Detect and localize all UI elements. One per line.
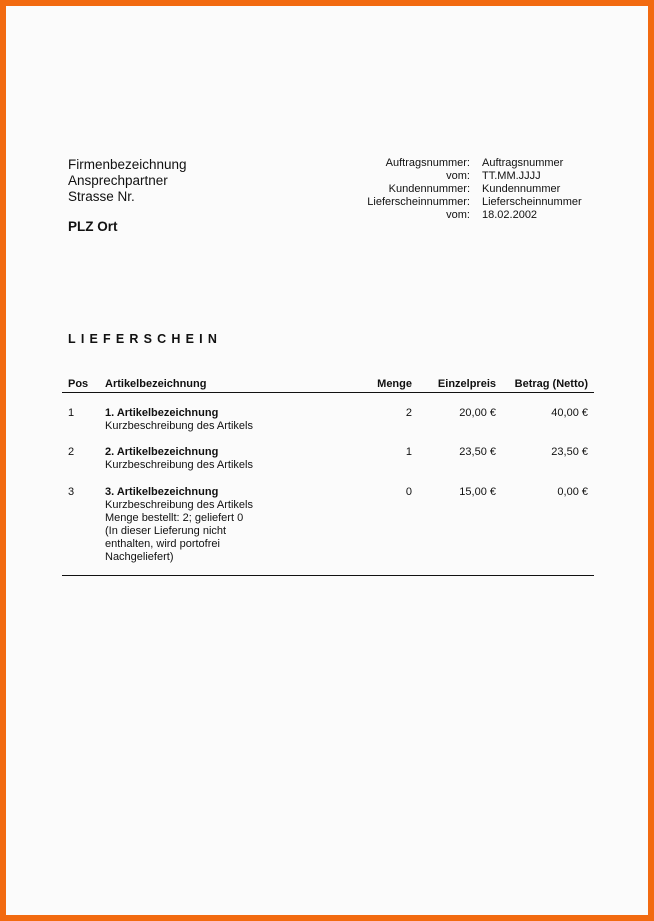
table-bottom-rule (62, 575, 594, 576)
header-quantity: Menge (377, 378, 412, 390)
item-detail: Kurzbeschreibung des Artikels (105, 499, 253, 511)
street-address: Strasse Nr. (68, 189, 135, 204)
header-amount: Betrag (Netto) (514, 378, 588, 390)
meta-label: vom: (446, 170, 470, 182)
row-pos: 1 (68, 407, 75, 419)
row-amount: 40,00 € (551, 407, 588, 419)
item-name: 3. Artikelbezeichnung (105, 486, 219, 498)
meta-label: Lieferscheinnummer: (367, 196, 470, 208)
header-pos: Pos (68, 378, 89, 390)
row-description (105, 446, 253, 472)
meta-value: Auftragsnummer (482, 157, 564, 169)
item-detail: Menge bestellt: 2; geliefert 0 (105, 512, 244, 524)
row-quantity: 2 (405, 407, 412, 419)
meta-row-order-date (306, 170, 582, 183)
item-detail: enthalten, wird portofrei (105, 538, 220, 550)
row-quantity: 0 (405, 486, 412, 498)
row-unit-price: 15,00 € (459, 486, 496, 498)
table-row (62, 446, 594, 486)
row-amount: 0,00 € (557, 486, 588, 498)
item-detail: Nachgeliefert) (105, 551, 174, 563)
item-name: 2. Artikelbezeichnung (105, 446, 219, 458)
order-meta-block (306, 157, 582, 222)
company-name: Firmenbezeichnung (68, 157, 187, 172)
items-table (62, 378, 594, 576)
document-page (6, 6, 648, 915)
meta-label: Auftragsnummer: (385, 157, 470, 169)
contact-person: Ansprechpartner (68, 173, 168, 188)
row-quantity: 1 (405, 446, 412, 458)
sender-address-block (68, 157, 187, 235)
item-name: 1. Artikelbezeichnung (105, 407, 219, 419)
meta-value: Kundennummer (482, 183, 561, 195)
row-pos: 3 (68, 486, 75, 498)
row-description (105, 407, 253, 433)
table-header (62, 378, 594, 393)
meta-row-delivery-note-date (306, 209, 582, 222)
meta-row-customer-number (306, 183, 582, 196)
row-pos: 2 (68, 446, 75, 458)
row-amount: 23,50 € (551, 446, 588, 458)
document-title: LIEFERSCHEIN (68, 332, 223, 346)
meta-value: TT.MM.JJJJ (482, 170, 541, 182)
meta-label: Kundennummer: (388, 183, 470, 195)
meta-row-delivery-note-number (306, 196, 582, 209)
meta-value: 18.02.2002 (482, 209, 538, 221)
meta-value: Lieferscheinnummer (482, 196, 582, 208)
item-detail: Kurzbeschreibung des Artikels (105, 420, 253, 432)
table-row (62, 407, 594, 446)
meta-row-order-number (306, 157, 582, 170)
item-detail: (In dieser Lieferung nicht (105, 525, 227, 537)
header-unit-price: Einzelpreis (437, 378, 496, 390)
row-unit-price: 23,50 € (459, 446, 496, 458)
row-unit-price: 20,00 € (459, 407, 496, 419)
table-row (62, 486, 594, 575)
header-description: Artikelbezeichnung (105, 378, 207, 390)
postal-city: PLZ Ort (68, 219, 118, 234)
item-detail: Kurzbeschreibung des Artikels (105, 459, 253, 471)
meta-label: vom: (446, 209, 470, 221)
row-description (105, 486, 253, 564)
